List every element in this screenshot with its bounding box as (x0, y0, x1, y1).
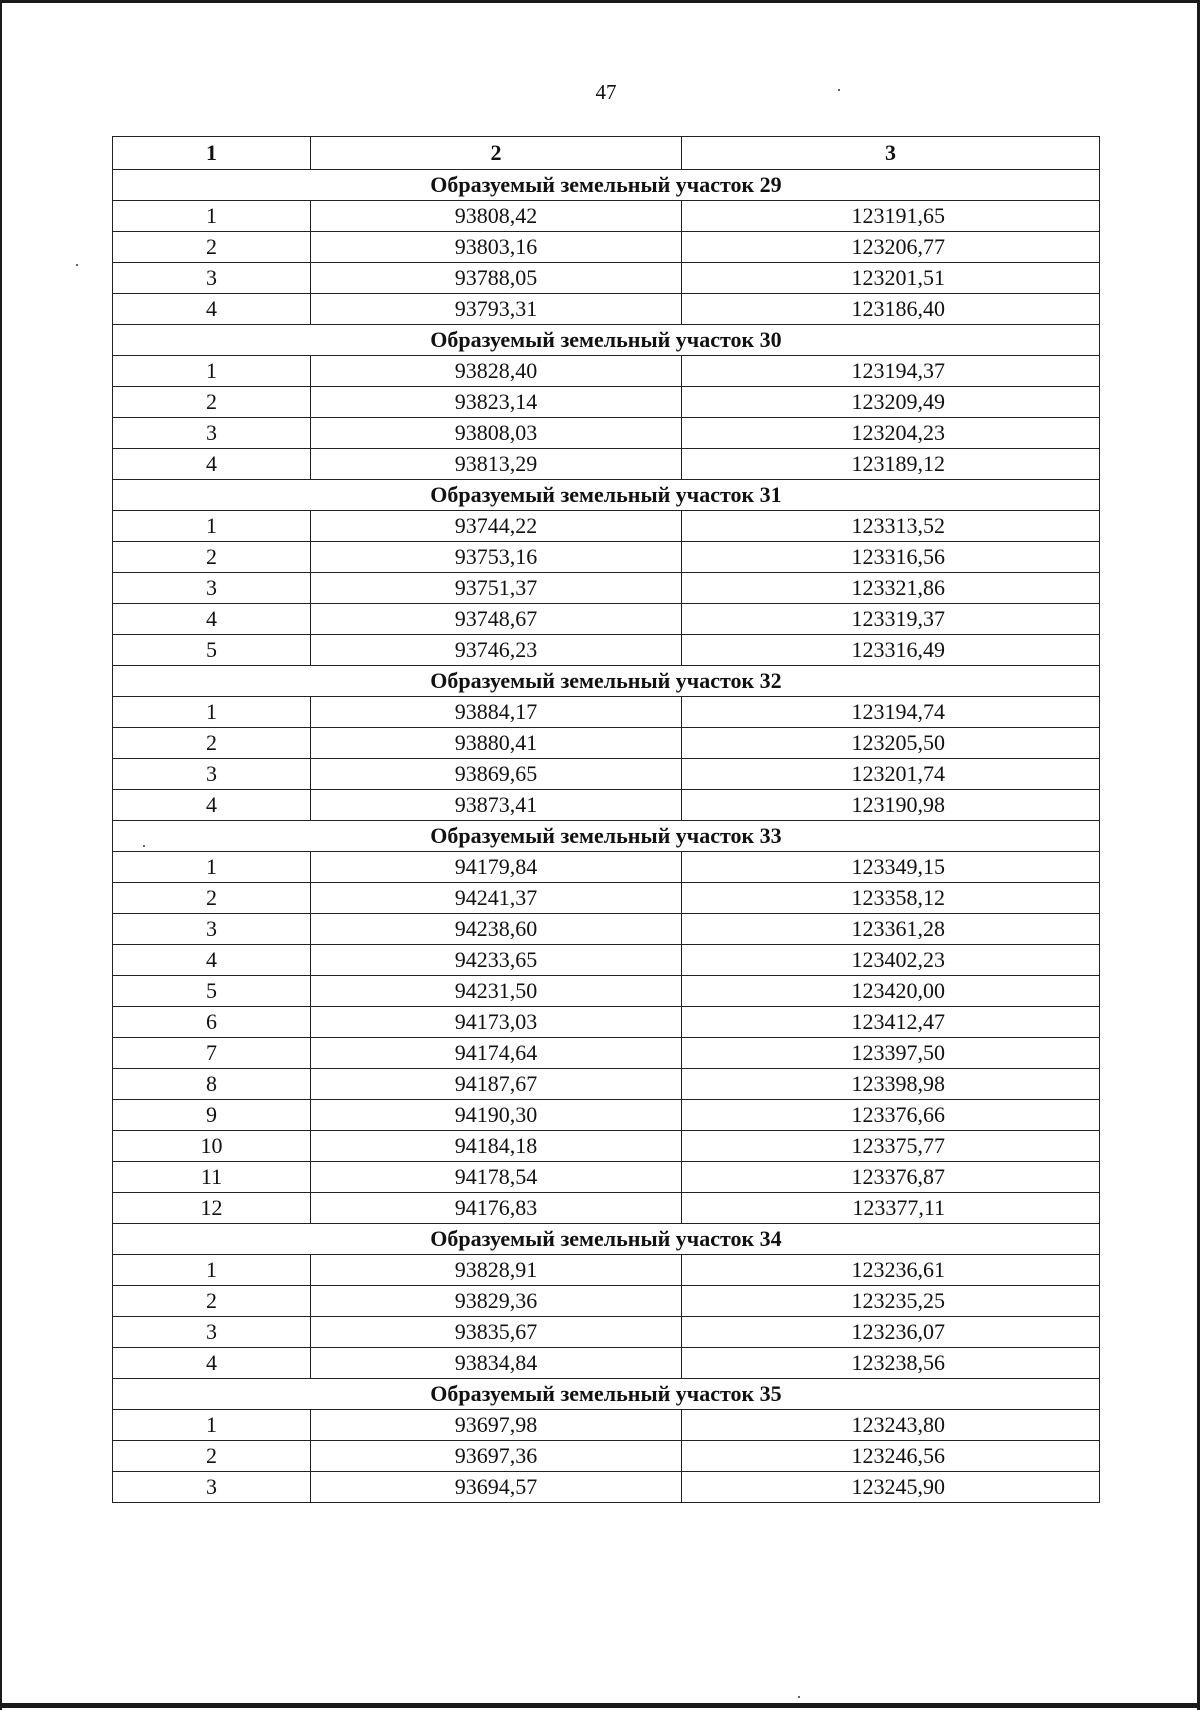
point-number-cell: 10 (113, 1131, 311, 1162)
coordinate-x-cell: 93869,65 (311, 759, 682, 790)
section-header-row (113, 1224, 1100, 1255)
coordinate-x-cell: 93828,40 (311, 356, 682, 387)
point-number-cell: 1 (113, 1410, 311, 1441)
coordinate-x-cell: 94173,03 (311, 1007, 682, 1038)
scan-speck (76, 264, 78, 266)
point-number-cell: 1 (113, 356, 311, 387)
point-number-cell: 1 (113, 201, 311, 232)
page-frame-left (0, 0, 2, 1710)
section-title: Образуемый земельный участок 34 (113, 1224, 1100, 1255)
coordinate-x-cell: 93788,05 (311, 263, 682, 294)
table-row (113, 1069, 1100, 1100)
point-number-cell: 3 (113, 573, 311, 604)
coordinate-y-cell: 123194,74 (682, 697, 1100, 728)
section-header-row (113, 325, 1100, 356)
table-row (113, 449, 1100, 480)
coordinate-y-cell: 123194,37 (682, 356, 1100, 387)
section-header-row (113, 1379, 1100, 1410)
section-title: Образуемый земельный участок 29 (113, 170, 1100, 201)
table-row (113, 1410, 1100, 1441)
section-title: Образуемый земельный участок 33 (113, 821, 1100, 852)
section-header-row (113, 170, 1100, 201)
table-row (113, 1007, 1100, 1038)
coordinate-y-cell: 123375,77 (682, 1131, 1100, 1162)
coordinate-y-cell: 123238,56 (682, 1348, 1100, 1379)
coordinate-y-cell: 123201,74 (682, 759, 1100, 790)
coordinate-x-cell: 93884,17 (311, 697, 682, 728)
coordinate-y-cell: 123316,49 (682, 635, 1100, 666)
table-row (113, 1317, 1100, 1348)
table-row (113, 232, 1100, 263)
coordinate-y-cell: 123186,40 (682, 294, 1100, 325)
coordinate-y-cell: 123206,77 (682, 232, 1100, 263)
page-frame-bottom (0, 1703, 1200, 1708)
column-header-1: 1 (113, 137, 311, 170)
point-number-cell: 3 (113, 263, 311, 294)
table-row (113, 1441, 1100, 1472)
coordinate-y-cell: 123398,98 (682, 1069, 1100, 1100)
table-row (113, 604, 1100, 635)
table-row (113, 418, 1100, 449)
coordinate-y-cell: 123397,50 (682, 1038, 1100, 1069)
table-row (113, 976, 1100, 1007)
coordinate-x-cell: 93803,16 (311, 232, 682, 263)
coordinate-x-cell: 93746,23 (311, 635, 682, 666)
section-title: Образуемый земельный участок 31 (113, 480, 1100, 511)
coordinate-x-cell: 94187,67 (311, 1069, 682, 1100)
coordinate-y-cell: 123236,61 (682, 1255, 1100, 1286)
coordinate-x-cell: 94238,60 (311, 914, 682, 945)
coordinate-y-cell: 123313,52 (682, 511, 1100, 542)
table-row (113, 1100, 1100, 1131)
table-row (113, 1286, 1100, 1317)
table-row (113, 1038, 1100, 1069)
table-row (113, 201, 1100, 232)
coordinate-y-cell: 123321,86 (682, 573, 1100, 604)
table-row (113, 945, 1100, 976)
coordinate-y-cell: 123209,49 (682, 387, 1100, 418)
table-row (113, 883, 1100, 914)
section-title: Образуемый земельный участок 35 (113, 1379, 1100, 1410)
point-number-cell: 3 (113, 418, 311, 449)
coordinate-y-cell: 123191,65 (682, 201, 1100, 232)
coordinate-y-cell: 123236,07 (682, 1317, 1100, 1348)
coordinate-x-cell: 93808,42 (311, 201, 682, 232)
table-row (113, 573, 1100, 604)
table-row (113, 1472, 1100, 1503)
point-number-cell: 2 (113, 1286, 311, 1317)
section-title: Образуемый земельный участок 30 (113, 325, 1100, 356)
coordinate-y-cell: 123361,28 (682, 914, 1100, 945)
point-number-cell: 2 (113, 728, 311, 759)
point-number-cell: 9 (113, 1100, 311, 1131)
coordinate-x-cell: 94184,18 (311, 1131, 682, 1162)
coordinate-y-cell: 123235,25 (682, 1286, 1100, 1317)
point-number-cell: 5 (113, 976, 311, 1007)
coordinate-y-cell: 123377,11 (682, 1193, 1100, 1224)
coordinate-x-cell: 93748,67 (311, 604, 682, 635)
table-row (113, 356, 1100, 387)
table-row (113, 1131, 1100, 1162)
point-number-cell: 4 (113, 604, 311, 635)
coordinate-x-cell: 94176,83 (311, 1193, 682, 1224)
coordinates-table-body (113, 137, 1100, 1503)
coordinate-x-cell: 93753,16 (311, 542, 682, 573)
coordinate-x-cell: 93697,36 (311, 1441, 682, 1472)
table-row (113, 1348, 1100, 1379)
coordinate-y-cell: 123420,00 (682, 976, 1100, 1007)
coordinate-x-cell: 93835,67 (311, 1317, 682, 1348)
column-header-3: 3 (682, 137, 1100, 170)
coordinate-x-cell: 93751,37 (311, 573, 682, 604)
table-row (113, 294, 1100, 325)
coordinate-y-cell: 123246,56 (682, 1441, 1100, 1472)
coordinate-y-cell: 123412,47 (682, 1007, 1100, 1038)
table-row (113, 914, 1100, 945)
coordinate-x-cell: 94174,64 (311, 1038, 682, 1069)
point-number-cell: 2 (113, 542, 311, 573)
section-title: Образуемый земельный участок 32 (113, 666, 1100, 697)
coordinate-x-cell: 93813,29 (311, 449, 682, 480)
section-header-row (113, 666, 1100, 697)
table-row (113, 1193, 1100, 1224)
coordinate-y-cell: 123349,15 (682, 852, 1100, 883)
coordinate-x-cell: 93808,03 (311, 418, 682, 449)
coordinate-x-cell: 93873,41 (311, 790, 682, 821)
page-frame-top (0, 0, 1200, 3)
point-number-cell: 3 (113, 1317, 311, 1348)
coordinate-y-cell: 123376,66 (682, 1100, 1100, 1131)
coordinate-y-cell: 123243,80 (682, 1410, 1100, 1441)
table-row (113, 635, 1100, 666)
table-header-row (113, 137, 1100, 170)
point-number-cell: 2 (113, 883, 311, 914)
point-number-cell: 1 (113, 511, 311, 542)
point-number-cell: 2 (113, 1441, 311, 1472)
coordinate-x-cell: 94179,84 (311, 852, 682, 883)
coordinate-y-cell: 123316,56 (682, 542, 1100, 573)
table-row (113, 387, 1100, 418)
point-number-cell: 3 (113, 1472, 311, 1503)
coordinate-y-cell: 123189,12 (682, 449, 1100, 480)
coordinate-x-cell: 94178,54 (311, 1162, 682, 1193)
table-row (113, 511, 1100, 542)
coordinate-y-cell: 123376,87 (682, 1162, 1100, 1193)
coordinate-x-cell: 93880,41 (311, 728, 682, 759)
coordinate-x-cell: 94233,65 (311, 945, 682, 976)
point-number-cell: 3 (113, 914, 311, 945)
point-number-cell: 1 (113, 1255, 311, 1286)
point-number-cell: 1 (113, 852, 311, 883)
coordinate-y-cell: 123190,98 (682, 790, 1100, 821)
table-row (113, 263, 1100, 294)
table-row (113, 542, 1100, 573)
table-row (113, 728, 1100, 759)
point-number-cell: 1 (113, 697, 311, 728)
coordinate-y-cell: 123319,37 (682, 604, 1100, 635)
coordinate-x-cell: 94190,30 (311, 1100, 682, 1131)
coordinate-x-cell: 93694,57 (311, 1472, 682, 1503)
point-number-cell: 12 (113, 1193, 311, 1224)
point-number-cell: 7 (113, 1038, 311, 1069)
coordinate-y-cell: 123205,50 (682, 728, 1100, 759)
point-number-cell: 2 (113, 387, 311, 418)
point-number-cell: 5 (113, 635, 311, 666)
table-row (113, 759, 1100, 790)
coordinate-y-cell: 123402,23 (682, 945, 1100, 976)
point-number-cell: 8 (113, 1069, 311, 1100)
point-number-cell: 4 (113, 294, 311, 325)
coordinate-y-cell: 123358,12 (682, 883, 1100, 914)
section-header-row (113, 821, 1100, 852)
point-number-cell: 4 (113, 790, 311, 821)
coordinate-y-cell: 123204,23 (682, 418, 1100, 449)
coordinate-x-cell: 93697,98 (311, 1410, 682, 1441)
coordinate-y-cell: 123201,51 (682, 263, 1100, 294)
coordinate-x-cell: 94241,37 (311, 883, 682, 914)
point-number-cell: 11 (113, 1162, 311, 1193)
point-number-cell: 4 (113, 945, 311, 976)
coordinates-table (112, 136, 1100, 1503)
point-number-cell: 2 (113, 232, 311, 263)
table-row (113, 852, 1100, 883)
page-number: 47 (595, 80, 617, 104)
coordinate-x-cell: 93823,14 (311, 387, 682, 418)
point-number-cell: 6 (113, 1007, 311, 1038)
point-number-cell: 4 (113, 449, 311, 480)
table-row (113, 1255, 1100, 1286)
scan-speck (798, 1696, 800, 1698)
coordinate-x-cell: 93793,31 (311, 294, 682, 325)
table-row (113, 697, 1100, 728)
table-row (113, 1162, 1100, 1193)
coordinate-x-cell: 93834,84 (311, 1348, 682, 1379)
coordinate-y-cell: 123245,90 (682, 1472, 1100, 1503)
coordinate-x-cell: 93828,91 (311, 1255, 682, 1286)
column-header-2: 2 (311, 137, 682, 170)
coordinate-x-cell: 94231,50 (311, 976, 682, 1007)
table-row (113, 790, 1100, 821)
coordinate-x-cell: 93829,36 (311, 1286, 682, 1317)
point-number-cell: 3 (113, 759, 311, 790)
point-number-cell: 4 (113, 1348, 311, 1379)
section-header-row (113, 480, 1100, 511)
coordinate-x-cell: 93744,22 (311, 511, 682, 542)
